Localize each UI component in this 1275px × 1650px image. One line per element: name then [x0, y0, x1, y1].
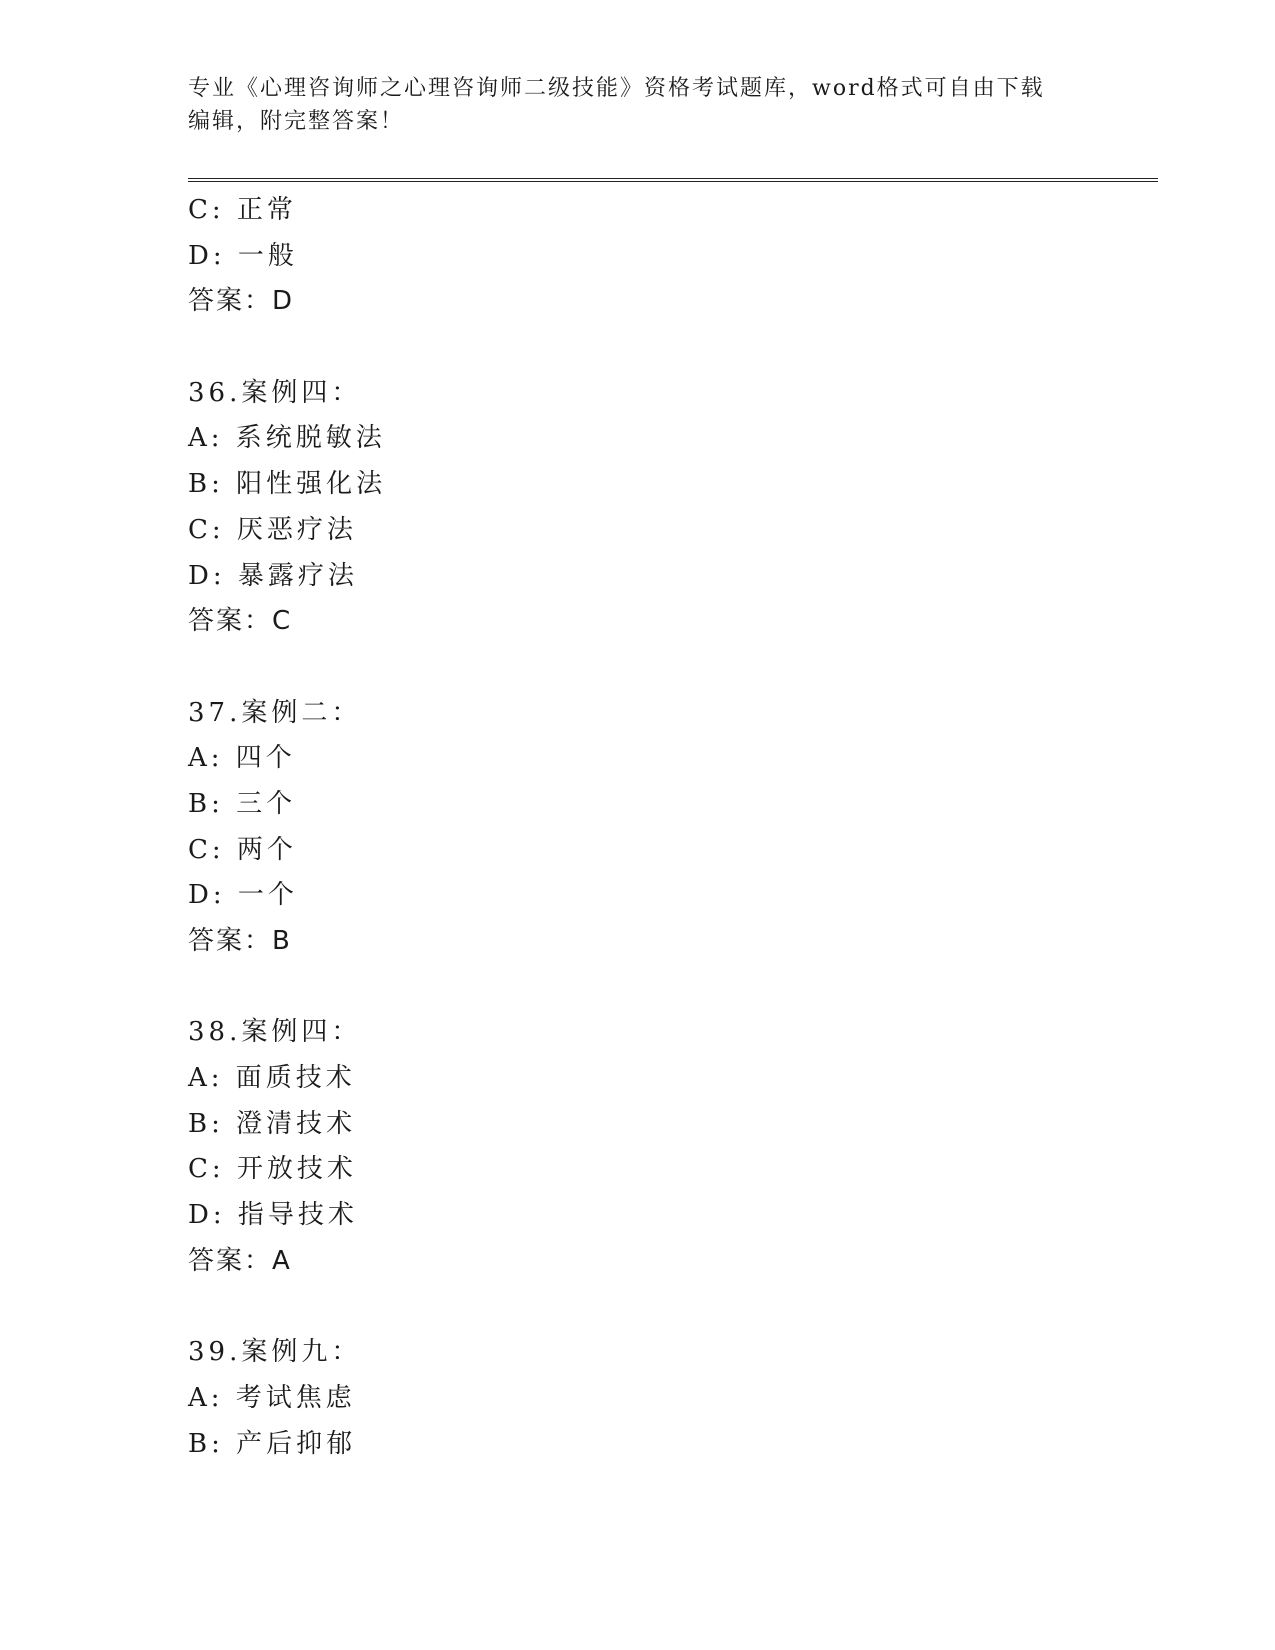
option-b: B: 阳性强化法 [188, 469, 387, 500]
option-a: A: 四个 [188, 743, 296, 774]
option-d: D: 指导技术 [188, 1200, 358, 1231]
option-a: A: 考试焦虑 [188, 1382, 356, 1413]
answer-line: 答案：C [188, 606, 293, 637]
spacer [188, 645, 1088, 691]
spacer [188, 325, 1088, 371]
option-c: C: 厌恶疗法 [188, 514, 357, 545]
answer-line: 答案：A [188, 1245, 292, 1276]
option-b: B: 三个 [188, 788, 297, 819]
option-c: C: 两个 [188, 834, 297, 865]
question-title-36: 36.案例四： [188, 377, 362, 408]
option-c: C: 正常 [188, 195, 297, 225]
option-b: B: 产后抑郁 [188, 1428, 357, 1459]
option-d: D: 暴露疗法 [188, 560, 358, 591]
question-title-37: 37.案例二： [188, 697, 362, 728]
spacer [188, 965, 1088, 1011]
option-a: A: 系统脱敏法 [188, 423, 386, 454]
option-d: D: 一般 [188, 240, 298, 271]
document-header [188, 72, 1088, 138]
answer-line: 答案：B [188, 926, 292, 956]
option-d: D: 一个 [188, 880, 298, 911]
option-a: A: 面质技术 [188, 1063, 356, 1094]
spacer [188, 1285, 1088, 1331]
question-title-38: 38.案例四： [188, 1017, 362, 1048]
question-list [188, 188, 1088, 1467]
question-title-39: 39.案例九： [188, 1337, 362, 1368]
header-line-1: 专业《心理咨询师之心理咨询师二级技能》资格考试题库，word格式可自由下载 [188, 76, 1045, 101]
option-b: B: 澄清技术 [188, 1108, 357, 1139]
header-divider [188, 178, 1158, 182]
option-c: C: 开放技术 [188, 1154, 357, 1185]
answer-line: 答案：D [188, 286, 295, 317]
header-line-2: 编辑，附完整答案！ [188, 109, 405, 134]
